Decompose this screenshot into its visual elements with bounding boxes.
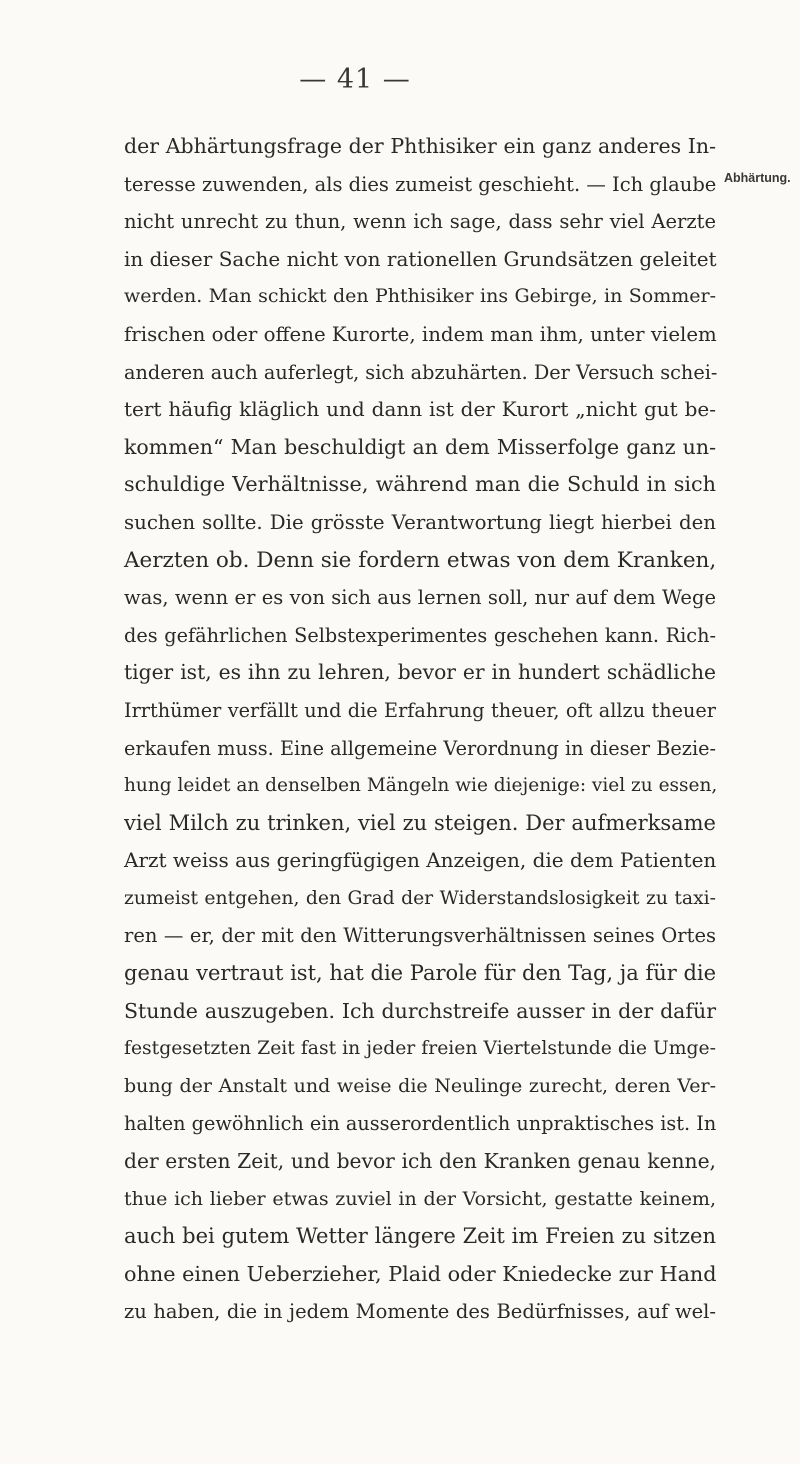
- text-line: ohne einen Ueberzieher, Plaid oder Kniedecke zur Hand: [124, 1261, 717, 1286]
- text-line: des gefährlichen Selbstexperimentes geschehen kann. Rich-: [124, 623, 716, 647]
- text-line: der Abhärtungsfrage der Phthisiker ein ganz anderes In-: [124, 134, 716, 158]
- text-line: thue ich lieber etwas zuviel in der Vorsicht, gestatte keinem,: [124, 1187, 716, 1210]
- text-line: schuldige Verhältnisse, während man die Schuld in sich: [124, 472, 716, 497]
- text-line: werden. Man schickt den Phthisiker ins Gebirge, in Sommer-: [124, 285, 716, 308]
- text-line: tiger ist, es ihn zu lehren, bevor er in hundert schädliche: [124, 660, 716, 685]
- text-line: frischen oder offene Kurorte, indem man ihm, unter vielem: [124, 322, 717, 346]
- text-line: auch bei gutem Wetter längere Zeit im Freien zu sitzen: [124, 1224, 716, 1249]
- text-line: nicht unrecht zu thun, wenn ich sage, dass sehr viel Aerzte: [124, 210, 716, 234]
- text-line: der ersten Zeit, und bevor ich den Kranken genau kenne,: [124, 1149, 716, 1174]
- text-line: genau vertraut ist, hat die Parole für den Tag, ja für die: [124, 961, 717, 986]
- text-line: viel Milch zu trinken, viel zu steigen. Der aufmerksame: [124, 810, 716, 835]
- text-line: was, wenn er es von sich aus lernen soll, nur auf dem Wege: [124, 586, 716, 610]
- text-line: Stunde auszugeben. Ich durchstreife ausser in der dafür: [124, 998, 716, 1023]
- text-line: zumeist entgehen, den Grad der Widerstandslosigkeit zu taxi-: [124, 887, 716, 909]
- text-line: festgesetzten Zeit fast in jeder freien Viertelstunde die Umge-: [124, 1038, 716, 1060]
- text-line: suchen sollte. Die grösste Verantwortung liegt hierbei den: [124, 510, 716, 534]
- body-text: [124, 128, 716, 1331]
- text-line: in dieser Sache nicht von rationellen Grundsätzen geleitet: [124, 246, 717, 271]
- text-line: zu haben, die in jedem Momente des Bedürfnisses, auf wel-: [124, 1300, 716, 1324]
- text-line: erkaufen muss. Eine allgemeine Verordnung in dieser Bezie-: [124, 736, 716, 760]
- text-line: teresse zuwenden, als dies zumeist geschieht. — Ich glaube: [124, 172, 717, 196]
- text-line: kommen“ Man beschuldigt an dem Misserfolge ganz un-: [124, 434, 716, 459]
- margin-note: Abhärtung.: [724, 171, 791, 185]
- text-line: Aerzten ob. Denn sie fordern etwas von dem Kranken,: [124, 547, 717, 573]
- text-line: tert häufig kläglich und dann ist der Kurort „nicht gut be-: [124, 397, 716, 422]
- text-line: bung der Anstalt und weise die Neulinge zurecht, deren Ver-: [124, 1074, 716, 1097]
- text-line: anderen auch auferlegt, sich abzuhärten. Der Versuch schei-: [124, 360, 718, 384]
- text-line: hung leidet an denselben Mängeln wie diejenige: viel zu essen,: [124, 775, 718, 797]
- page-number: — 41 —: [299, 64, 411, 95]
- text-line: Arzt weiss aus geringfügigen Anzeigen, die dem Patienten: [124, 848, 717, 873]
- text-line: ren — er, der mit den Witterungsverhältnissen seines Ortes: [124, 924, 716, 948]
- text-line: Irrthümer verfällt und die Erfahrung theuer, oft allzu theuer: [124, 698, 716, 722]
- text-line: halten gewöhnlich ein ausserordentlich unpraktisches ist. In: [124, 1112, 717, 1136]
